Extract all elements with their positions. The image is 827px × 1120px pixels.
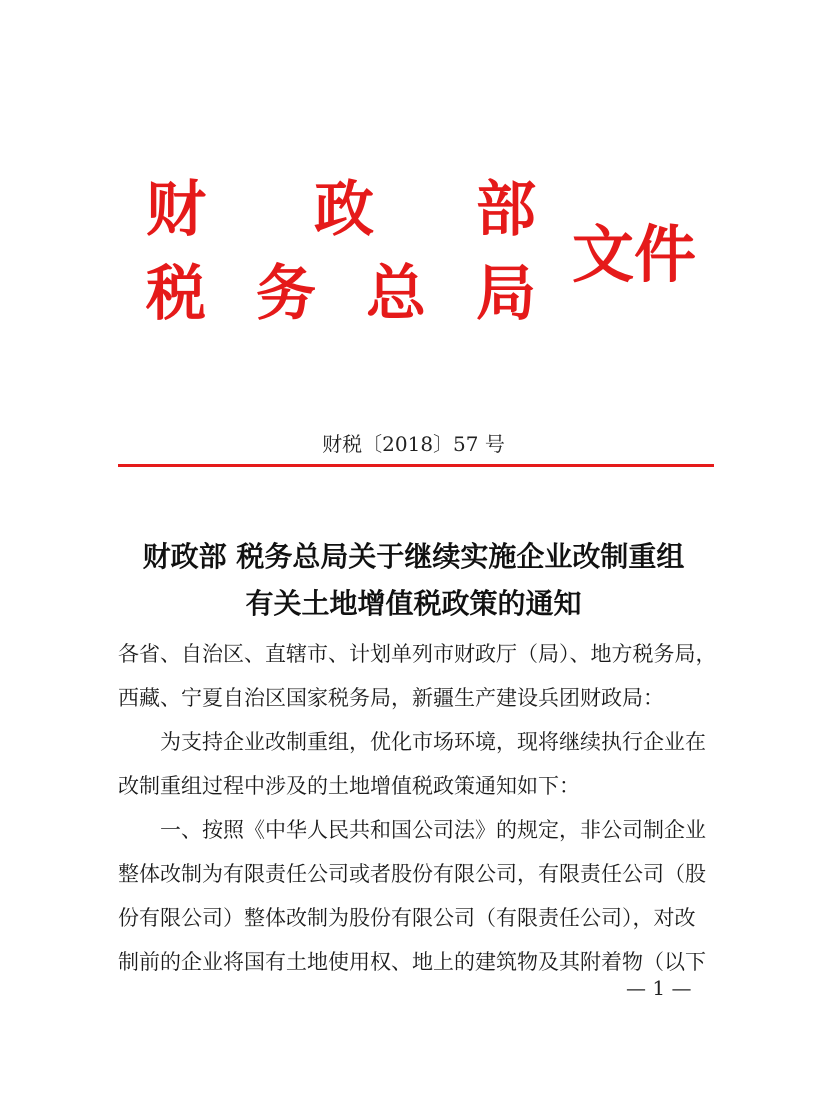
letterhead-char: 税 (146, 259, 206, 329)
document-title-line-1: 财政部 税务总局关于继续实施企业改制重组 (142, 540, 685, 573)
letterhead-char: 务 (256, 259, 316, 329)
red-divider (118, 464, 714, 467)
letterhead-char: 局 (476, 259, 536, 329)
paragraph-line: 为支持企业改制重组，优化市场环境，现将继续执行企业在 (160, 730, 706, 754)
letterhead-char: 总 (366, 259, 426, 329)
paragraph-line: 一、按照《中华人民共和国公司法》的规定，非公司制企业 (160, 818, 706, 842)
document-title-line-2: 有关土地增值税政策的通知 (245, 587, 582, 620)
paragraph-line: 份有限公司）整体改制为股份有限公司（有限责任公司），对改 (118, 906, 696, 930)
document-number: 财税〔2018〕57 号 (322, 432, 505, 456)
letterhead-char: 财 (146, 175, 206, 245)
letterhead-char: 政 (314, 175, 374, 245)
addressee-line-2: 西藏、宁夏自治区国家税务局，新疆生产建设兵团财政局： (118, 686, 664, 710)
paragraph-line: 制前的企业将国有土地使用权、地上的建筑物及其附着物（以下 (118, 950, 706, 974)
addressee-line-1: 各省、自治区、直辖市、计划单列市财政厅（局）、地方税务局， (118, 642, 717, 666)
page-number: — 1 — (626, 976, 692, 1000)
letterhead-char: 部 (476, 175, 536, 245)
paragraph-line: 整体改制为有限责任公司或者股份有限公司，有限责任公司（股 (118, 862, 706, 886)
letterhead-suffix: 文件 (572, 218, 697, 291)
paragraph-line: 改制重组过程中涉及的土地增值税政策通知如下： (118, 774, 580, 798)
